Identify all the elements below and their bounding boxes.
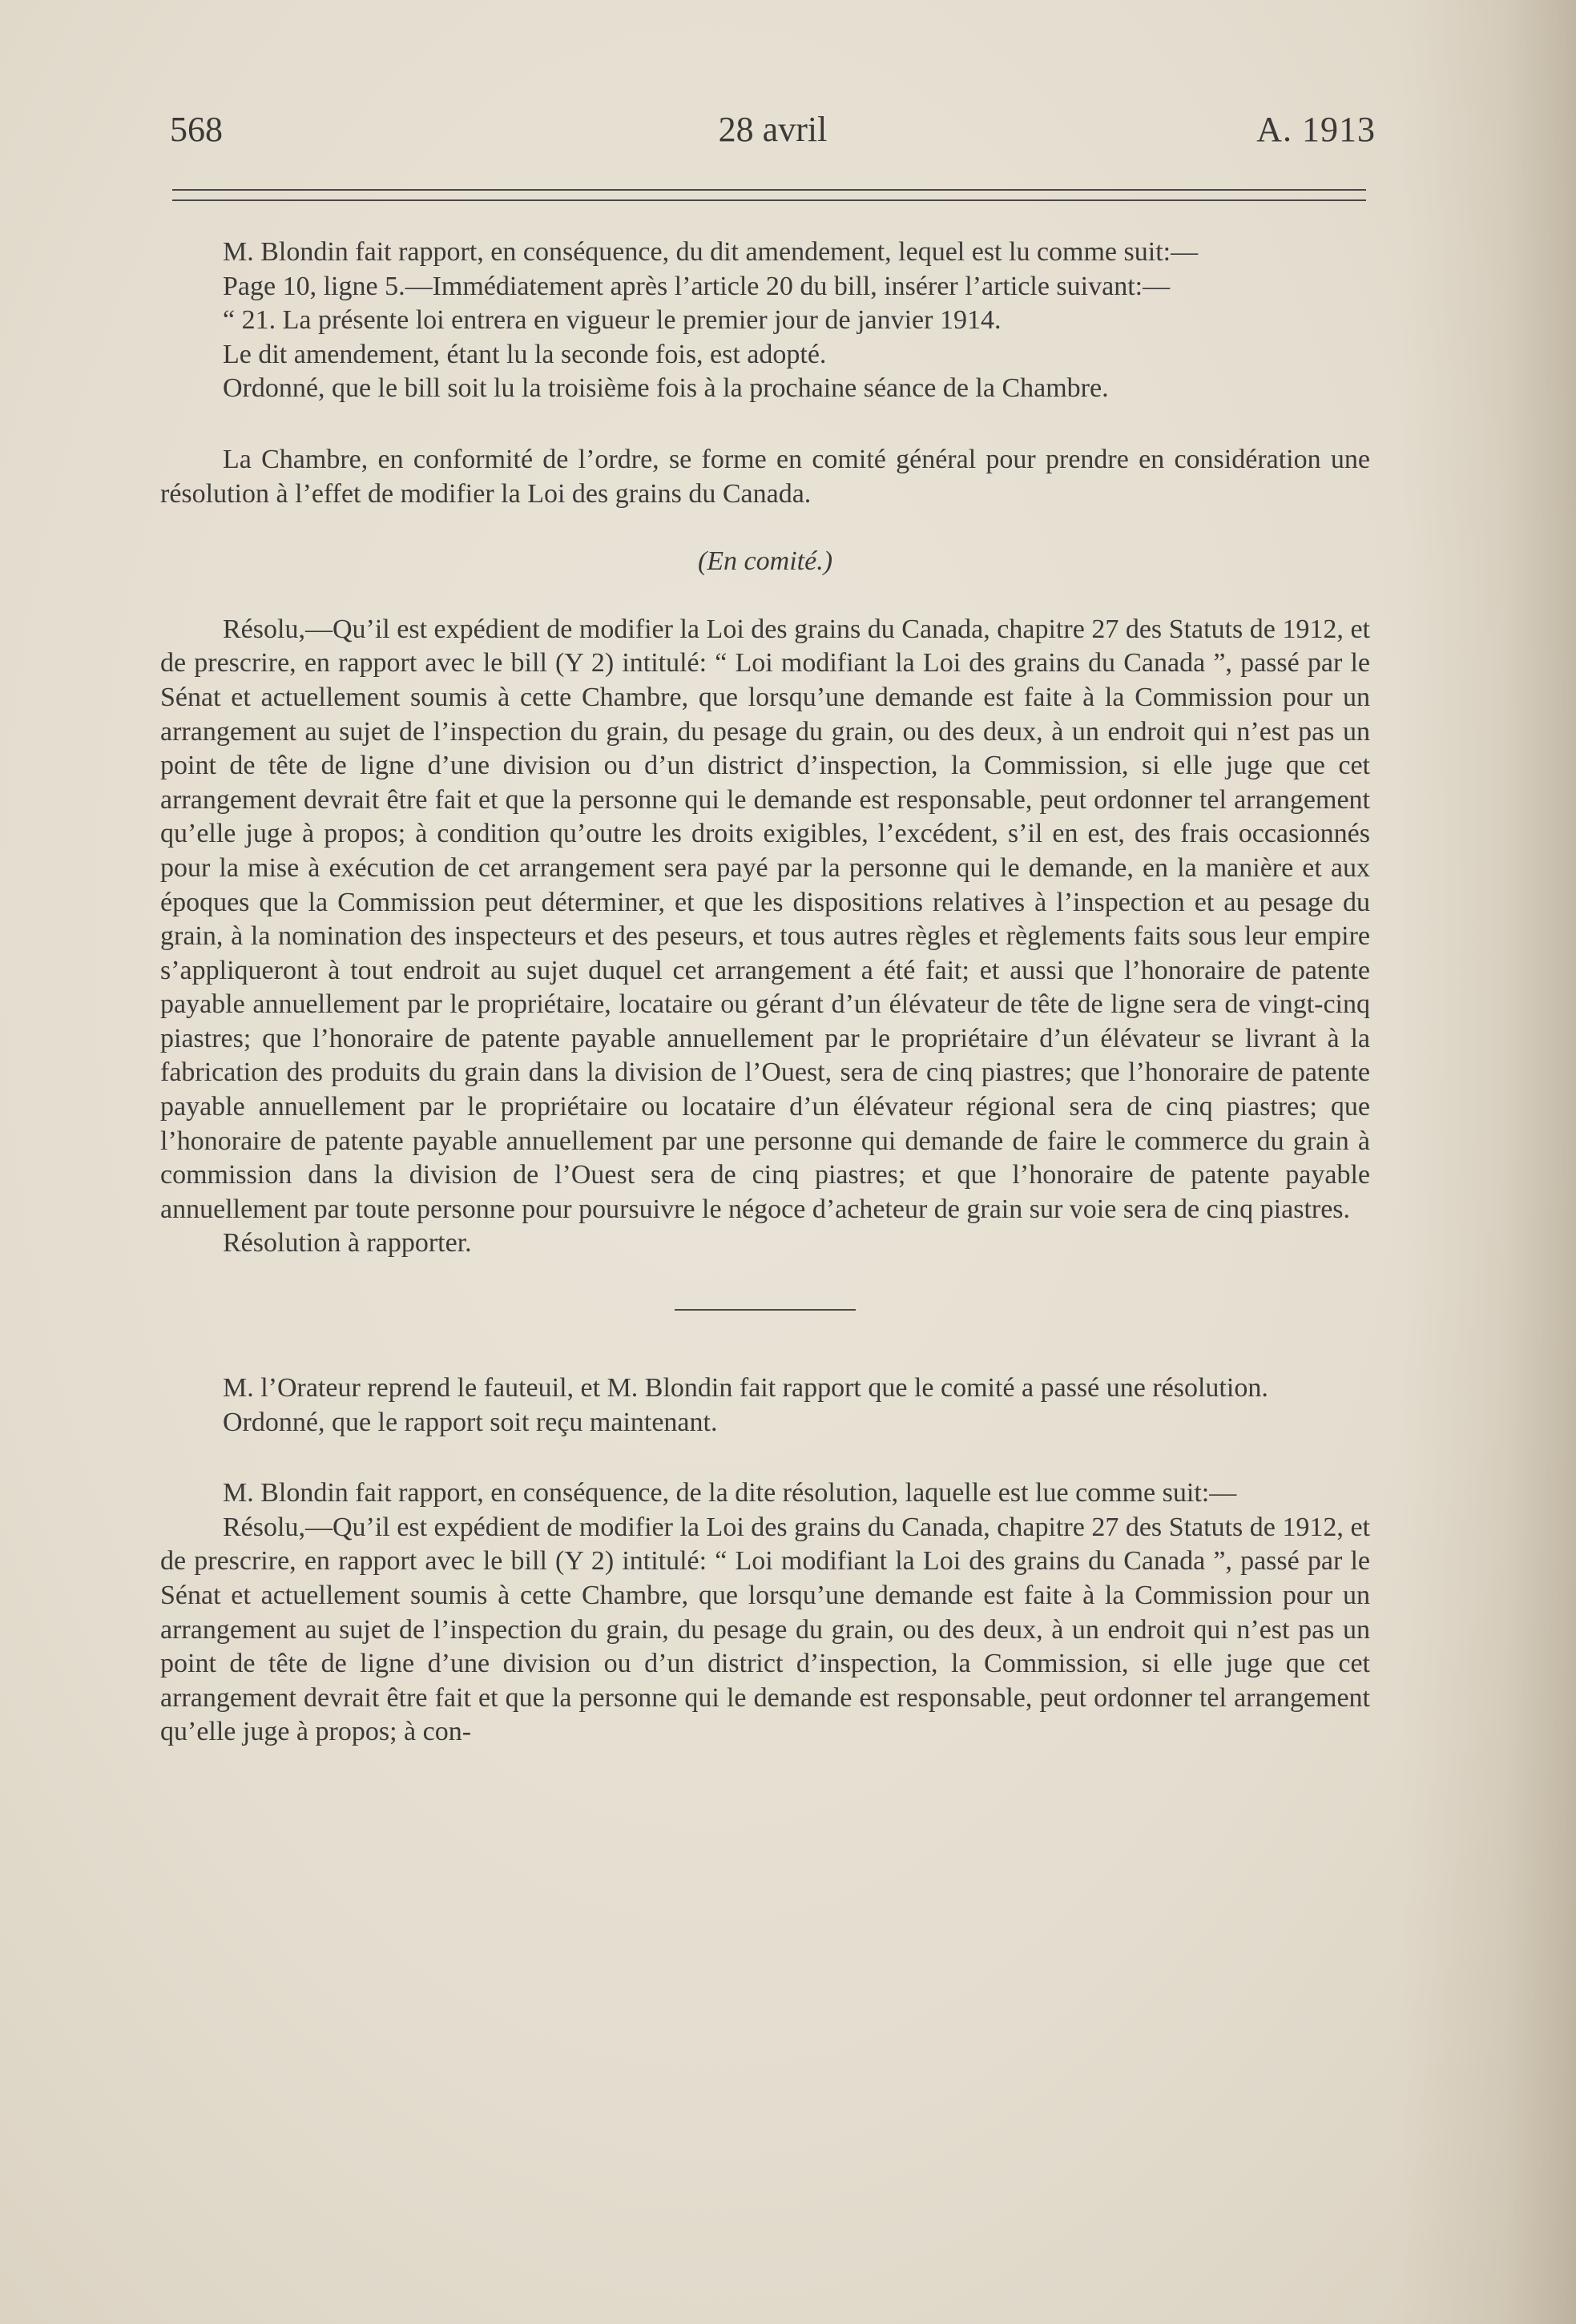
header-rule-bottom bbox=[172, 199, 1366, 201]
paragraph-resolution-to-report: Résolution à rapporter. bbox=[223, 1228, 472, 1259]
header-date: 28 avril bbox=[718, 110, 828, 149]
paragraph-resolution: Résolu,—Qu’il est expédient de modifier la Loi des grains du Canada, chapitre 27 des Statuts de 1912, et de prescrire, en rapport avec le bill (Y 2) intitulé: “ Loi modifiant la Loi des grains du Canada ”, passé par le Sénat et actuellement soumis à cette Chambre, que lorsqu’une demande est faite à la Commission pour un arrangement au sujet de l’inspection du grain, du pesage du grain, ou des deux, à un endroit qui n’est pas un point de tête de ligne d’une division ou d’un district d’inspection, la Commission, si elle juge que cet arrangement devrait être fait et que la personne qui le demande est responsable, peut ordonner tel arrangement qu’elle juge à propos; à condition qu’outre les droits exigibles, l’excédent, s’il en est, des frais occasionnés pour la mise à exécution de cet arrangement sera payé par la personne qui le demande, en la manière et aux époques que la Commission peut déterminer, et que les dispositions relatives à l’inspection et au pesage du grain, à la nomination des inspecteurs et des peseurs, et tous autres règles et règlements faits sous leur empire s’appliqueront à tout endroit au sujet duquel cet arrangement a été fait; et aussi que l’honoraire de patente payable annuellement par le propriétaire, locataire ou gérant d’un élévateur de tête de ligne sera de vingt-cinq piastres; que l’honoraire de patente payable annuellement par le propriétaire d’un élévateur se livrant à la fabrication des produits du grain dans la division de l’Ouest, sera de cinq piastres; que l’honoraire de patente payable annuellement par le propriétaire ou locataire d’un élévateur régional sera de cinq piastres; que l’honoraire de patente payable annuellement par une personne qui demande de faire le commerce du grain à commission dans la division de l’Ouest sera de cinq piastres; et que l’honoraire de patente payable annuellement par toute personne pour poursuivre le négoce d’acheteur de grain sur voie sera de cinq piastres. bbox=[160, 614, 1370, 1224]
paragraph-committee-formed: La Chambre, en conformité de l’ordre, se forme en comité général pour prendre en considération une résolution à l’effet de modifier la Loi des grains du Canada. bbox=[160, 444, 1370, 509]
paragraph-report-amendment: M. Blondin fait rapport, en conséquence, du dit amendement, lequel est lu comme suit:— bbox=[223, 237, 1199, 267]
section-separator bbox=[675, 1309, 856, 1311]
page-number: 568 bbox=[170, 110, 223, 149]
paragraph-speaker-resumes: M. l’Orateur reprend le fauteuil, et M. Blondin fait rapport que le comité a passé une résolution. bbox=[223, 1373, 1268, 1404]
paragraph-resolution-repeat: Résolu,—Qu’il est expédient de modifier la Loi des grains du Canada, chapitre 27 des Statuts de 1912, et de prescrire, en rapport avec le bill (Y 2) intitulé: “ Loi modifiant la Loi des grains du Canada ”, passé par le Sénat et actuellement soumis à cette Chambre, que lorsqu’une demande est faite à la Commission pour un arrangement au sujet de l’inspection du grain, du pesage du grain, ou des deux, à un endroit qui n’est pas un point de tête de ligne d’une division ou d’un district d’inspection, la Commission, si elle juge que cet arrangement devrait être fait et que la personne qui le demande est responsable, peut ordonner tel arrangement qu’elle juge à propos; à con- bbox=[160, 1512, 1370, 1747]
binding-shadow bbox=[1400, 0, 1576, 2324]
paragraph-amendment-adopted: Le dit amendement, étant lu la seconde fois, est adopté. bbox=[223, 339, 827, 369]
paragraph-report-resolution: M. Blondin fait rapport, en conséquence, de la dite résolution, laquelle est lue comme suit:— bbox=[223, 1478, 1237, 1508]
header-year: A. 1913 bbox=[1256, 110, 1376, 149]
body-text bbox=[160, 236, 1370, 1750]
header-rule-top bbox=[172, 189, 1366, 191]
paragraph-page-line: Page 10, ligne 5.—Immédiatement après l’article 20 du bill, insérer l’article suivant:— bbox=[223, 271, 1171, 301]
in-committee-heading: (En comité.) bbox=[697, 546, 833, 577]
paragraph-article-21: “ 21. La présente loi entrera en vigueur le premier jour de janvier 1914. bbox=[223, 305, 1002, 336]
running-header bbox=[170, 109, 1376, 165]
paragraph-third-reading: Ordonné, que le bill soit lu la troisième fois à la prochaine séance de la Chambre. bbox=[223, 373, 1109, 404]
paragraph-report-received: Ordonné, que le rapport soit reçu maintenant. bbox=[223, 1407, 718, 1437]
